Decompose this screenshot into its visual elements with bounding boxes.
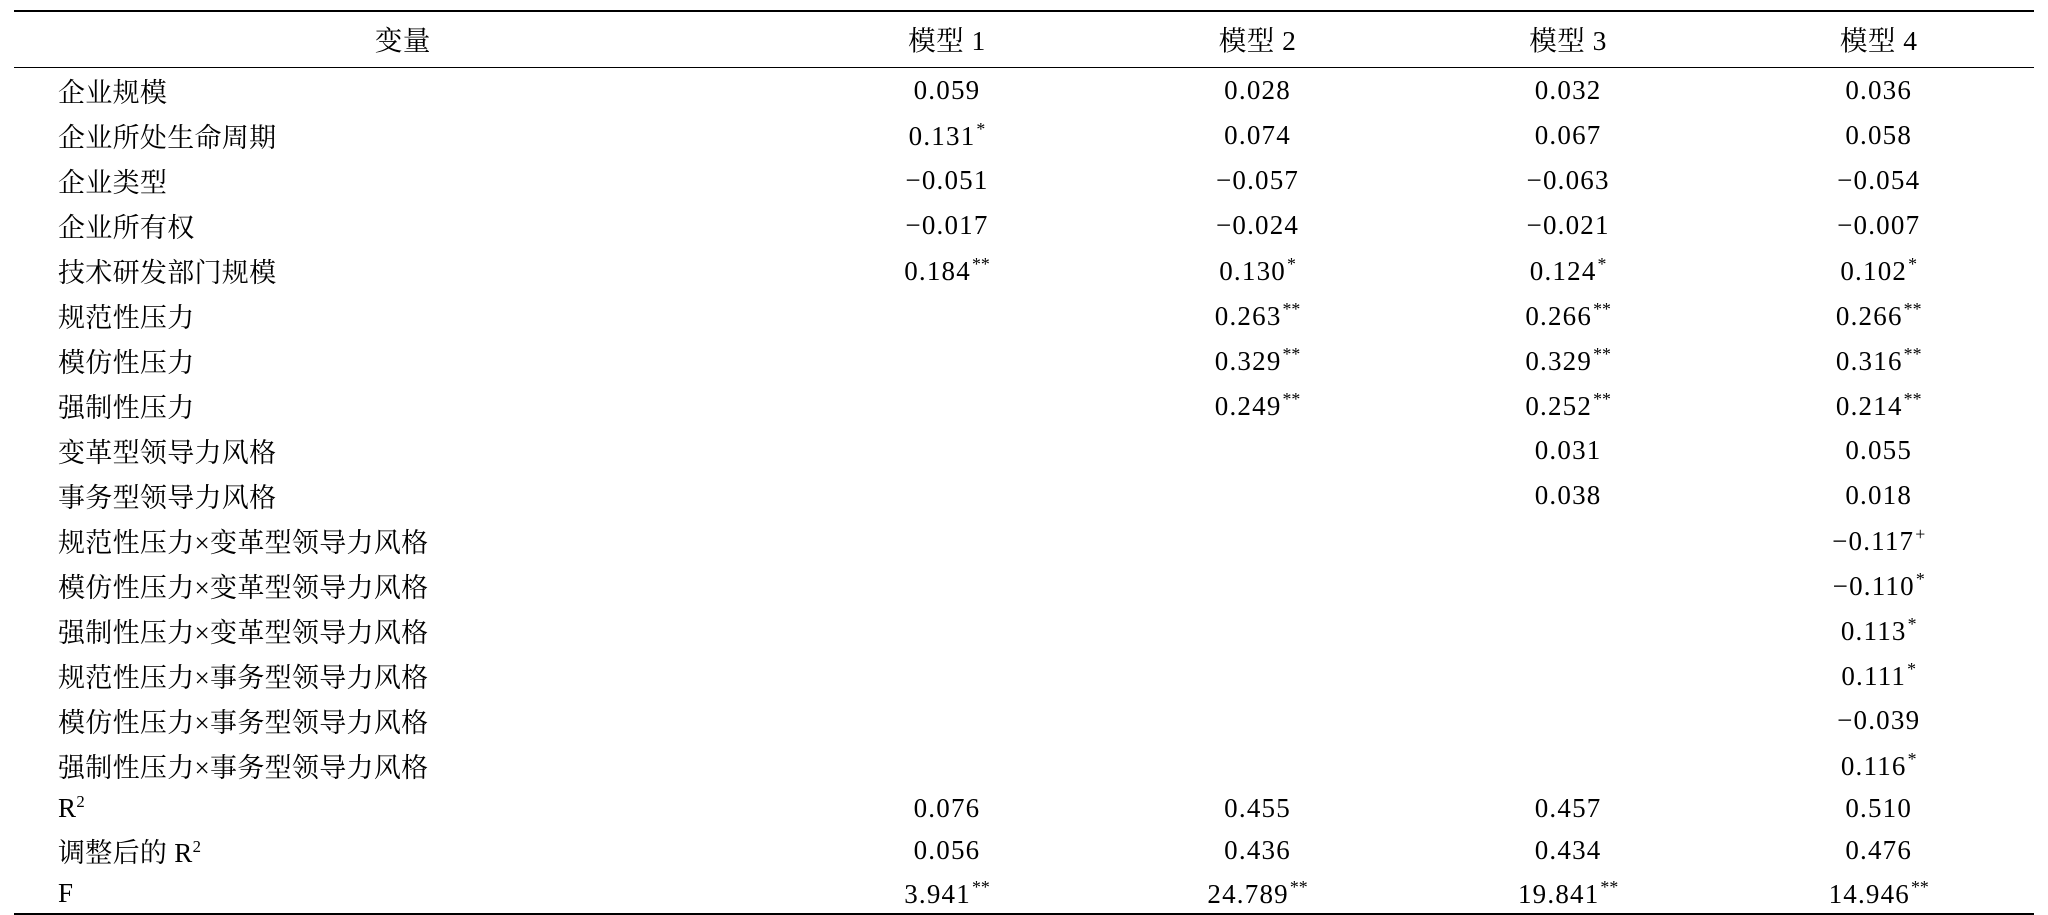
table-row bbox=[14, 158, 2034, 203]
value-cell bbox=[1102, 698, 1413, 743]
value-cell bbox=[1102, 873, 1413, 913]
value-cell bbox=[1413, 383, 1724, 428]
coefficient-value: 0.510 bbox=[1845, 792, 1913, 823]
value-cell bbox=[792, 873, 1103, 913]
coefficient-value: −0.017 bbox=[905, 210, 989, 240]
coefficient-value: −0.007 bbox=[1837, 210, 1921, 240]
value-cell bbox=[1413, 608, 1724, 653]
value-cell bbox=[1723, 608, 2034, 653]
value-cell bbox=[1723, 428, 2034, 473]
coefficient-value: 0.476 bbox=[1845, 835, 1913, 865]
value-cell bbox=[1413, 563, 1724, 608]
value-cell bbox=[1102, 113, 1413, 158]
table-header bbox=[14, 10, 2034, 68]
value-cell bbox=[1723, 698, 2034, 743]
value-cell bbox=[1413, 248, 1724, 293]
value-cell bbox=[1102, 203, 1413, 248]
value-cell bbox=[1413, 203, 1724, 248]
value-cell bbox=[1102, 68, 1413, 113]
value-cell bbox=[1413, 653, 1724, 698]
superscript: 2 bbox=[76, 792, 85, 811]
coefficient-value: 24.789 bbox=[1207, 878, 1289, 909]
coefficient-value: 0.263 bbox=[1214, 301, 1282, 331]
value-cell bbox=[1102, 293, 1413, 338]
table-row bbox=[14, 698, 2034, 743]
value-cell bbox=[1413, 338, 1724, 383]
value-cell bbox=[1413, 428, 1724, 473]
variable-label: 变革型领导力风格 bbox=[58, 438, 277, 468]
coefficient-value: 0.252 bbox=[1525, 391, 1593, 421]
coefficient-value: 0.059 bbox=[913, 75, 981, 105]
value-cell bbox=[1723, 68, 2034, 113]
coefficient-value: 0.329 bbox=[1525, 346, 1593, 376]
value-cell bbox=[1723, 203, 2034, 248]
value-cell bbox=[1102, 788, 1413, 828]
value-cell bbox=[792, 518, 1103, 563]
table-row bbox=[14, 788, 2034, 828]
significance-marker: ** bbox=[971, 876, 990, 897]
coefficient-value: 0.184 bbox=[904, 256, 971, 286]
value-cell bbox=[1102, 743, 1413, 788]
value-cell bbox=[1413, 158, 1724, 203]
coefficient-value: −0.117 bbox=[1832, 526, 1915, 556]
table-row bbox=[14, 248, 2034, 293]
table-row bbox=[14, 293, 2034, 338]
significance-marker: * bbox=[1908, 254, 1918, 274]
coefficient-value: 0.316 bbox=[1835, 346, 1903, 376]
table-body bbox=[14, 68, 2034, 913]
coefficient-value: 0.032 bbox=[1534, 75, 1602, 105]
value-cell bbox=[1102, 428, 1413, 473]
coefficient-value: 0.102 bbox=[1840, 256, 1908, 286]
value-cell bbox=[792, 68, 1103, 113]
variable-label: 企业所有权 bbox=[58, 213, 195, 243]
value-cell bbox=[792, 563, 1103, 608]
significance-marker: ** bbox=[1903, 389, 1922, 409]
coefficient-value: 0.031 bbox=[1534, 435, 1602, 465]
variable-label: 技术研发部门规模 bbox=[58, 258, 277, 288]
value-cell bbox=[792, 653, 1103, 698]
value-cell bbox=[792, 203, 1103, 248]
variable-label: $R^2$ bbox=[58, 792, 85, 823]
value-cell bbox=[1723, 113, 2034, 158]
coefficient-value: −0.051 bbox=[905, 165, 989, 195]
value-cell bbox=[1413, 518, 1724, 563]
coefficient-value: −0.054 bbox=[1837, 165, 1921, 195]
coefficient-value: 0.131 bbox=[908, 121, 976, 151]
value-cell bbox=[1413, 293, 1724, 338]
value-cell bbox=[792, 428, 1103, 473]
table-row bbox=[14, 518, 2034, 563]
coefficient-value: 0.457 bbox=[1534, 792, 1602, 823]
significance-marker: ** bbox=[1593, 389, 1611, 409]
significance-marker: * bbox=[976, 119, 986, 139]
column-header-model-1: 模型 1 bbox=[908, 25, 986, 56]
value-cell bbox=[792, 473, 1103, 518]
coefficient-value: 0.018 bbox=[1845, 480, 1913, 510]
significance-marker: * bbox=[1907, 749, 1917, 769]
value-cell bbox=[792, 338, 1103, 383]
value-cell bbox=[1102, 383, 1413, 428]
variable-label: 企业所处生命周期 bbox=[58, 123, 277, 153]
table-row bbox=[14, 563, 2034, 608]
table-row bbox=[14, 68, 2034, 113]
coefficient-value: −0.039 bbox=[1837, 705, 1921, 735]
variable-label: 规范性压力×事务型领导力风格 bbox=[58, 663, 429, 693]
coefficient-value: 0.130 bbox=[1219, 256, 1286, 286]
significance-marker: * bbox=[1915, 569, 1925, 589]
significance-marker: * bbox=[1286, 254, 1296, 274]
significance-marker: ** bbox=[1282, 344, 1301, 364]
variable-label: 企业规模 bbox=[58, 78, 168, 108]
coefficient-value: −0.024 bbox=[1215, 210, 1300, 240]
significance-marker: ** bbox=[1600, 876, 1619, 897]
coefficient-value: 0.436 bbox=[1224, 835, 1291, 865]
variable-label: 事务型领导力风格 bbox=[58, 483, 277, 513]
value-cell bbox=[1102, 653, 1413, 698]
coefficient-value: −0.063 bbox=[1526, 165, 1610, 195]
value-cell bbox=[1723, 518, 2034, 563]
value-cell bbox=[1723, 788, 2034, 828]
significance-marker: * bbox=[1907, 614, 1917, 634]
value-cell bbox=[1723, 338, 2034, 383]
value-cell bbox=[1102, 518, 1413, 563]
coefficient-value: 0.124 bbox=[1529, 256, 1597, 286]
significance-marker: ** bbox=[1903, 344, 1922, 364]
value-cell bbox=[1413, 873, 1724, 913]
significance-marker: ** bbox=[1903, 299, 1922, 319]
table-header-row bbox=[14, 12, 2034, 67]
coefficient-value: 0.434 bbox=[1534, 835, 1602, 865]
table-row bbox=[14, 203, 2034, 248]
column-header-model-3: 模型 3 bbox=[1529, 25, 1607, 56]
coefficient-value: 0.067 bbox=[1534, 120, 1602, 150]
significance-marker: * bbox=[1907, 659, 1917, 679]
coefficient-value: 0.249 bbox=[1214, 391, 1282, 421]
significance-marker: ** bbox=[971, 254, 990, 274]
value-cell bbox=[1413, 788, 1724, 828]
significance-marker: ** bbox=[1282, 299, 1301, 319]
variable-label: 模仿性压力×事务型领导力风格 bbox=[58, 708, 429, 738]
coefficient-value: 0.111 bbox=[1841, 661, 1907, 691]
variable-label: 企业类型 bbox=[58, 168, 168, 198]
value-cell bbox=[1413, 698, 1724, 743]
coefficient-value: 0.455 bbox=[1224, 792, 1291, 823]
table-row bbox=[14, 873, 2034, 913]
column-header-variable: 变量 bbox=[374, 25, 431, 56]
significance-marker: ** bbox=[1593, 299, 1611, 319]
value-cell bbox=[1723, 248, 2034, 293]
value-cell bbox=[1102, 248, 1413, 293]
variable-label: 强制性压力×变革型领导力风格 bbox=[58, 618, 429, 648]
variable-label: 强制性压力 bbox=[58, 393, 195, 423]
value-cell bbox=[1723, 293, 2034, 338]
significance-marker: ** bbox=[1593, 344, 1611, 364]
value-cell bbox=[792, 248, 1103, 293]
coefficient-value: 0.074 bbox=[1224, 120, 1291, 150]
value-cell bbox=[1413, 743, 1724, 788]
value-cell bbox=[1413, 113, 1724, 158]
value-cell bbox=[1723, 158, 2034, 203]
significance-marker: * bbox=[1597, 254, 1607, 274]
variable-label: 规范性压力 bbox=[58, 303, 195, 333]
table-row bbox=[14, 473, 2034, 518]
coefficient-value: 3.941 bbox=[904, 878, 971, 909]
table-row bbox=[14, 828, 2034, 873]
regression-results-table bbox=[14, 10, 2034, 915]
significance-marker: ** bbox=[1911, 876, 1929, 897]
coefficient-value: 0.266 bbox=[1835, 301, 1903, 331]
coefficient-value: 19.841 bbox=[1517, 878, 1600, 909]
table-row bbox=[14, 743, 2034, 788]
value-cell bbox=[792, 743, 1103, 788]
value-cell bbox=[792, 828, 1103, 873]
value-cell bbox=[1102, 158, 1413, 203]
table-row bbox=[14, 113, 2034, 158]
value-cell bbox=[792, 293, 1103, 338]
value-cell bbox=[1102, 563, 1413, 608]
coefficient-value: 0.214 bbox=[1835, 391, 1903, 421]
table-row bbox=[14, 653, 2034, 698]
significance-marker: + bbox=[1915, 524, 1926, 544]
variable-label: F bbox=[58, 877, 74, 908]
value-cell bbox=[1413, 68, 1724, 113]
value-cell bbox=[1723, 828, 2034, 873]
value-cell bbox=[1102, 338, 1413, 383]
coefficient-value: 0.113 bbox=[1840, 616, 1907, 646]
superscript: 2 bbox=[192, 837, 201, 856]
table-row bbox=[14, 338, 2034, 383]
column-header-model-4: 模型 4 bbox=[1839, 25, 1918, 56]
column-header-model-2: 模型 2 bbox=[1218, 25, 1297, 56]
variable-label: 强制性压力×事务型领导力风格 bbox=[58, 753, 429, 783]
coefficient-value: 0.028 bbox=[1224, 75, 1291, 105]
value-cell bbox=[792, 608, 1103, 653]
value-cell bbox=[1102, 608, 1413, 653]
table-row bbox=[14, 383, 2034, 428]
value-cell bbox=[792, 383, 1103, 428]
variable-label: 模仿性压力×变革型领导力风格 bbox=[58, 573, 429, 603]
coefficient-value: −0.057 bbox=[1215, 165, 1300, 195]
value-cell bbox=[1102, 828, 1413, 873]
coefficient-value: −0.021 bbox=[1526, 210, 1610, 240]
coefficient-value: 0.076 bbox=[913, 792, 981, 823]
variable-label: 规范性压力×变革型领导力风格 bbox=[58, 528, 429, 558]
value-cell bbox=[792, 113, 1103, 158]
coefficient-value: 0.116 bbox=[1840, 751, 1907, 781]
table-row bbox=[14, 428, 2034, 473]
value-cell bbox=[1723, 873, 2034, 913]
table-row bbox=[14, 608, 2034, 653]
coefficient-value: 0.329 bbox=[1214, 346, 1282, 376]
value-cell bbox=[1413, 828, 1724, 873]
value-cell bbox=[1723, 383, 2034, 428]
value-cell bbox=[1723, 473, 2034, 518]
coefficient-value: 0.058 bbox=[1845, 120, 1913, 150]
coefficient-value: 0.266 bbox=[1525, 301, 1593, 331]
value-cell bbox=[1413, 473, 1724, 518]
value-cell bbox=[1723, 653, 2034, 698]
significance-marker: ** bbox=[1282, 389, 1301, 409]
value-cell bbox=[792, 158, 1103, 203]
coefficient-value: 14.946 bbox=[1828, 878, 1911, 909]
value-cell bbox=[1723, 743, 2034, 788]
value-cell bbox=[792, 788, 1103, 828]
significance-marker: ** bbox=[1289, 876, 1308, 897]
coefficient-value: 0.055 bbox=[1845, 435, 1913, 465]
value-cell bbox=[1723, 563, 2034, 608]
variable-label: 模仿性压力 bbox=[58, 348, 195, 378]
value-cell bbox=[1102, 473, 1413, 518]
coefficient-value: 0.036 bbox=[1845, 75, 1913, 105]
variable-label: 调整后的 $R^2$ bbox=[58, 837, 201, 868]
value-cell bbox=[792, 698, 1103, 743]
coefficient-value: 0.056 bbox=[913, 835, 981, 865]
coefficient-value: 0.038 bbox=[1534, 480, 1602, 510]
coefficient-value: −0.110 bbox=[1832, 571, 1915, 601]
